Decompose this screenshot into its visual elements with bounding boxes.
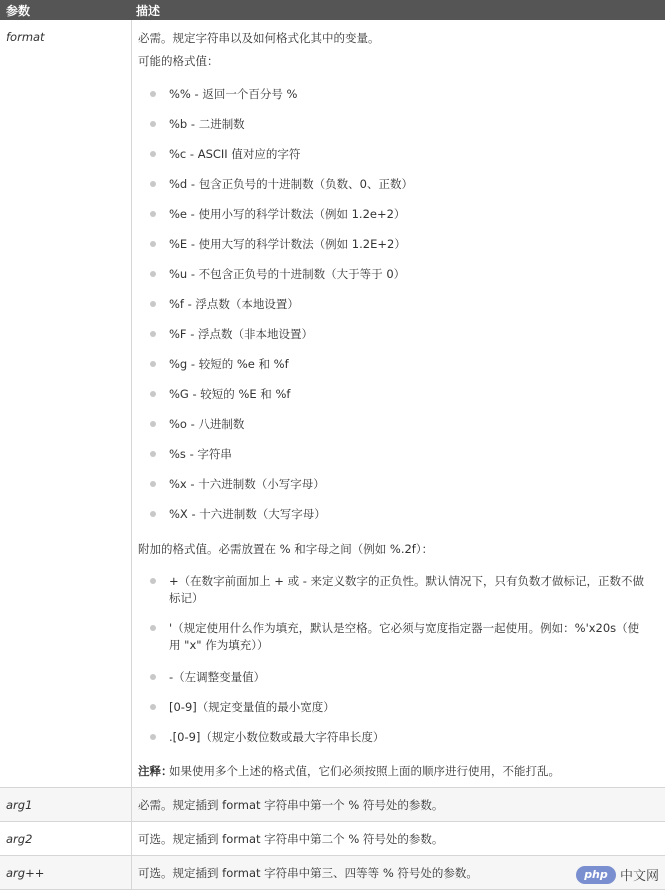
param-name: arg++ — [0, 856, 132, 889]
bullet-icon — [150, 391, 156, 397]
bullet-icon — [150, 481, 156, 487]
bullet-icon — [150, 451, 156, 457]
param-name: arg2 — [0, 822, 132, 855]
note-text: 如果使用多个上述的格式值，它们必须按照上面的顺序进行使用，不能打乱。 — [169, 764, 560, 778]
watermark-text: 中文网 — [619, 869, 659, 884]
bullet-icon — [150, 421, 156, 427]
bullet-icon — [150, 331, 156, 337]
additional-item: -（左调整变量值） — [169, 670, 266, 684]
additional-item-cont: 标记） — [169, 591, 204, 605]
bullet-icon — [150, 181, 156, 187]
additional-item: +（在数字前面加上 + 或 - 来定义数字的正负性。默认情况下，只有负数才做标记，正数不做 — [169, 574, 645, 588]
format-value-item: %g - 较短的 %e 和 %f — [169, 357, 289, 371]
watermark — [576, 865, 659, 884]
param-desc: 必需。规定插到 format 字符串中第一个 % 符号处的参数。 — [138, 797, 444, 812]
table-row-format — [0, 20, 665, 788]
bullet-icon — [150, 211, 156, 217]
additional-label: 附加的格式值。必需放置在 % 和字母之间（例如 %.2f）： — [138, 542, 434, 556]
format-value-item: %x - 十六进制数（小写字母） — [169, 477, 325, 491]
format-value-item: %G - 较短的 %E 和 %f — [169, 387, 291, 401]
format-value-item: %X - 十六进制数（大写字母） — [169, 507, 326, 521]
additional-item: .[0-9]（规定小数位数或最大字符串长度） — [169, 730, 385, 744]
bullet-icon — [150, 704, 156, 710]
php-logo: php — [576, 866, 616, 884]
format-value-item: %E - 使用大写的科学计数法（例如 1.2E+2） — [169, 237, 406, 251]
additional-item: '（规定使用什么作为填充，默认是空格。它必须与宽度指定器一起使用。例如：%'x20s（使 — [169, 621, 640, 635]
bullet-icon — [150, 301, 156, 307]
format-value-item: %d - 包含正负号的十进制数（负数、0、正数） — [169, 177, 414, 191]
table-header — [0, 0, 665, 20]
bullet-icon — [150, 674, 156, 680]
bullet-icon — [150, 91, 156, 97]
format-value-item: %u - 不包含正负号的十进制数（大于等于 0） — [169, 267, 406, 281]
bullet-icon — [150, 151, 156, 157]
table-row-arg2 — [0, 822, 665, 856]
format-value-item: %e - 使用小写的科学计数法（例如 1.2e+2） — [169, 207, 406, 221]
format-value-item: %o - 八进制数 — [169, 417, 245, 431]
format-value-item: %c - ASCII 值对应的字符 — [169, 147, 301, 161]
values-label: 可能的格式值： — [138, 54, 219, 68]
format-value-item: %b - 二进制数 — [169, 117, 245, 131]
format-value-item: %F - 浮点数（非本地设置） — [169, 327, 314, 341]
table-row-argpp — [0, 856, 665, 890]
bullet-icon — [150, 511, 156, 517]
param-desc: 可选。规定插到 format 字符串中第二个 % 符号处的参数。 — [138, 831, 444, 846]
table-row-arg1 — [0, 788, 665, 822]
format-intro: 必需。规定字符串以及如何格式化其中的变量。 — [138, 31, 380, 45]
bullet-icon — [150, 734, 156, 740]
format-value-item: %f - 浮点数（本地设置） — [169, 297, 299, 311]
param-name: arg1 — [0, 788, 132, 821]
bullet-icon — [150, 578, 156, 584]
bullet-icon — [150, 121, 156, 127]
param-desc: 可选。规定插到 format 字符串中第三、四等等 % 符号处的参数。 — [138, 865, 478, 880]
param-desc — [132, 20, 665, 787]
header-desc: 描述 — [136, 3, 161, 18]
additional-item-cont: 用 "x" 作为填充）） — [169, 638, 269, 652]
note-label: 注释： — [138, 764, 173, 778]
header-param: 参数 — [6, 3, 31, 18]
format-value-item: %% - 返回一个百分号 % — [169, 87, 298, 101]
bullet-icon — [150, 361, 156, 367]
param-name: format — [0, 20, 132, 787]
bullet-icon — [150, 241, 156, 247]
additional-item: [0-9]（规定变量值的最小宽度） — [169, 700, 335, 714]
format-value-item: %s - 字符串 — [169, 447, 232, 461]
bullet-icon — [150, 625, 156, 631]
bullet-icon — [150, 271, 156, 277]
